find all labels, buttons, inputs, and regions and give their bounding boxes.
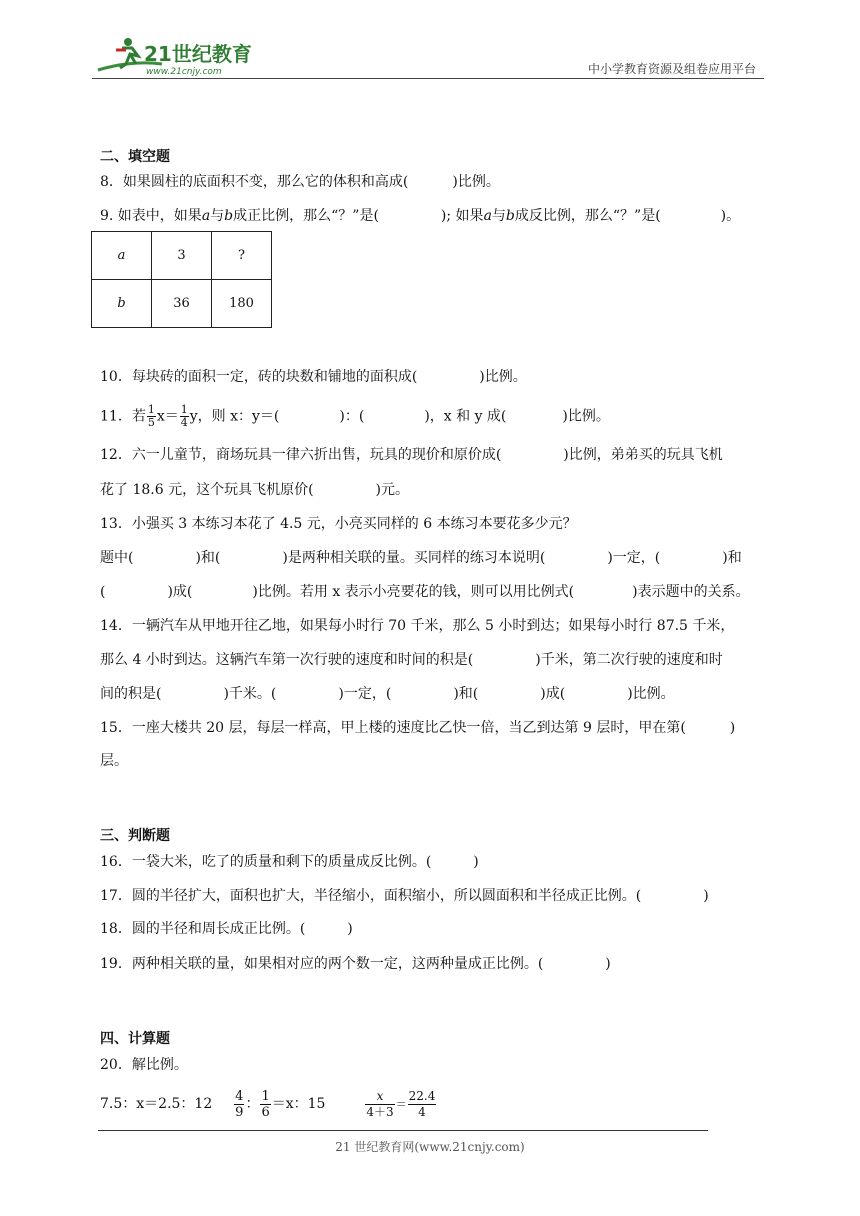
ratio-table (91, 231, 272, 328)
question-11: 11．若 $\frac{1}{5}$ x＝ $\frac{1}{4}$ y，则 x：y＝( )：( )，x 和 y 成( )比例。 (100, 403, 610, 429)
question-14-line-1: 14．一辆汽车从甲地开往乙地，如果每小时行 70 千米，那么 5 小时到达；如果每小时行 87.5 千米， (100, 618, 735, 634)
header-platform-text: 中小学教育资源及组卷应用平台 (587, 62, 756, 76)
table-cell: 3 (152, 232, 212, 280)
question-19: 19．两种相关联的量，如果相对应的两个数一定，这两种量成正比例。( ) (100, 956, 611, 972)
logo-text: 21世纪教育 (144, 42, 252, 66)
header-divider (92, 78, 764, 79)
footer-divider (98, 1130, 708, 1131)
question-14-line-3: 间的积是( )千米。( )一定，( )和( )成( )比例。 (100, 686, 675, 702)
equation-2: $\frac{4}{9}$ ： $\frac{1}{6}$ ＝x：15 (235, 1088, 326, 1120)
fraction: $\frac{1}{5}$ (147, 403, 155, 429)
table-cell: ? (212, 232, 272, 280)
footer-text: 21 世纪教育网(www.21cnjy.com) (335, 1140, 525, 1154)
table-cell: 180 (212, 280, 272, 328)
question-10: 10．每块砖的面积一定，砖的块数和铺地的面积成( )比例。 (100, 369, 527, 385)
site-logo (92, 34, 262, 78)
question-18: 18．圆的半径和周长成正比例。( ) (100, 921, 353, 937)
logo-url: www.21cnjy.com (146, 67, 222, 77)
fraction: $\frac{1}{4}$ (180, 403, 188, 429)
table-cell: a (92, 232, 152, 280)
question-20-title: 20．解比例。 (100, 1057, 188, 1073)
equation-3: $\frac{x}{4+3}$ ＝ $\frac{22.4}{4}$ (366, 1088, 436, 1119)
question-13-line-1: 13．小强买 3 本练习本花了 4.5 元，小亮买同样的 6 本练习本要花多少元？ (100, 516, 577, 532)
question-12-line-1: 12．六一儿童节，商场玩具一律六折出售，玩具的现价和原价成( )比例，弟弟买的玩具飞机 (100, 447, 723, 463)
question-12-line-2: 花了 18.6 元，这个玩具飞机原价( )元。 (100, 482, 410, 498)
table-row (92, 280, 272, 328)
table-row (92, 232, 272, 280)
equation-1: 7.5：x＝2.5：12 (100, 1096, 213, 1112)
question-13-line-3: ( )成( )比例。若用 x 表示小亮要花的钱，则可以用比例式( )表示题中的关系。 (100, 584, 750, 600)
question-15-line-1: 15．一座大楼共 20 层，每层一样高，甲上楼的速度比乙快一倍，当乙到达第 9 层时，甲在第( ) (100, 720, 736, 736)
section-calc-title: 四、计算题 (100, 1031, 170, 1047)
question-13-line-2: 题中( )和( )是两种相关联的量。买同样的练习本说明( )一定，( )和 (100, 550, 742, 566)
question-20-equations (100, 1088, 764, 1128)
question-17: 17．圆的半径扩大，面积也扩大，半径缩小，面积缩小，所以圆面积和半径成正比例。( ) (100, 888, 709, 904)
section-fill-title: 二、填空题 (100, 149, 170, 165)
section-judge-title: 三、判断题 (100, 828, 170, 844)
question-9: 9. 如表中，如果a与b成正比例，那么“？”是( ); 如果a与b成反比例，那么“？”是( )。 (100, 208, 741, 224)
table-cell: b (92, 280, 152, 328)
question-16: 16．一袋大米，吃了的质量和剩下的质量成反比例。( ) (100, 854, 479, 870)
question-8: 8．如果圆柱的底面积不变，那么它的体积和高成( )比例。 (100, 174, 500, 190)
question-14-line-2: 那么 4 小时到达。这辆汽车第一次行驶的速度和时间的积是( )千米，第二次行驶的速度和时 (100, 652, 723, 668)
question-15-line-2: 层。 (100, 753, 128, 769)
table-cell: 36 (152, 280, 212, 328)
